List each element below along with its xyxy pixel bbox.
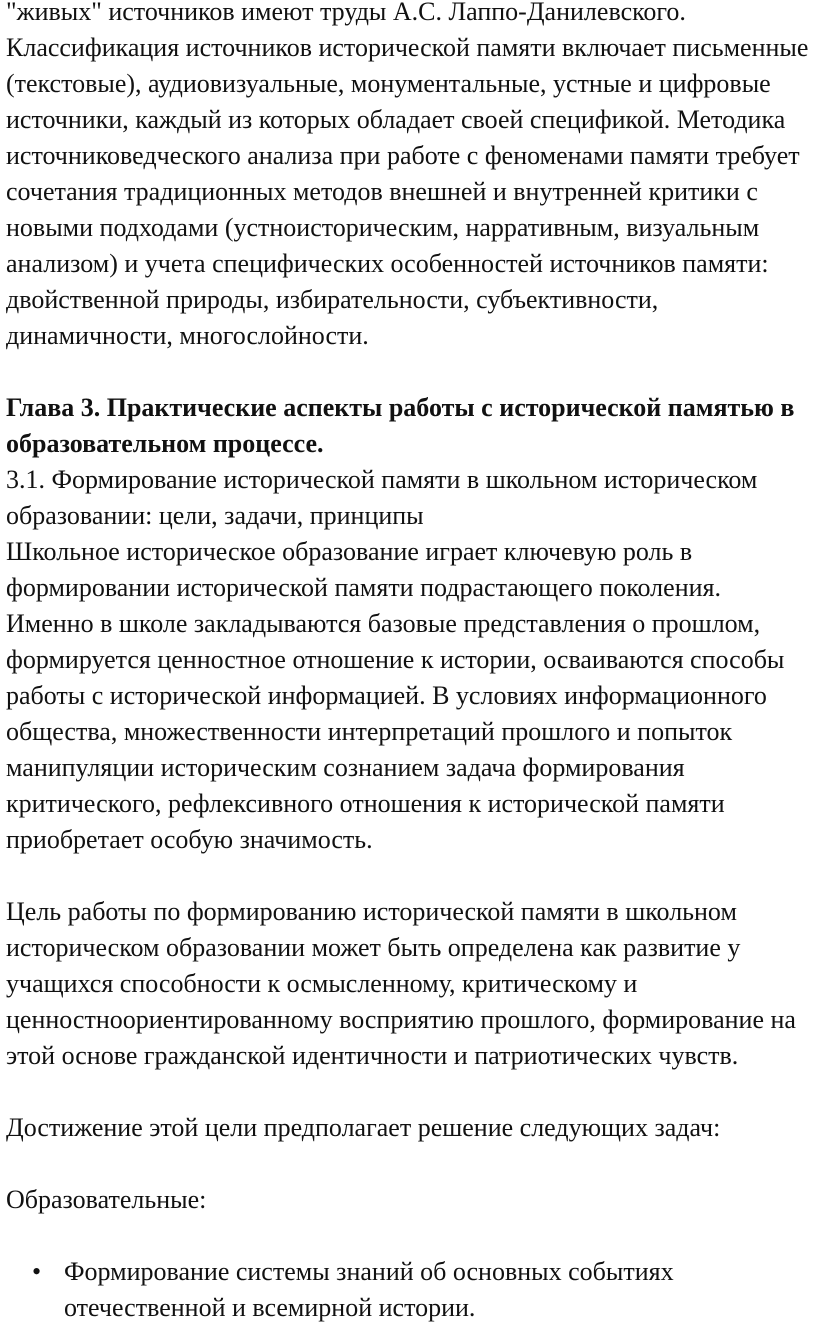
- document-page: [6, 0, 812, 1326]
- bullet-icon: •: [32, 1257, 42, 1286]
- paragraph-goal: Цель работы по формированию исторической памяти в школьном историческом образовании может быть определена как развитие у учащихся способности к осмысленному, критическому и ценностноориентированному восприятию прошлого, формирование на этой основе гражданской идентичности и патриотических чувств.: [6, 897, 796, 1070]
- paragraph-intro: "живых" источников имеют труды А.С. Лаппо-Данилевского. Классификация источников исторической памяти включает письменные (текстовые), аудиовизуальные, монументальные, устные и цифровые источники, каждый из которых обладает своей спецификой. Методика источниковедческого анализа при работе с феноменами памяти требует сочетания традиционных методов внешней и внутренней критики с новыми подходами (устноисторическим, нарративным, визуальным анализом) и учета специфических особенностей источников памяти: двойственной природы, избирательности, субъективности, динамичности, многослойности.: [6, 0, 809, 350]
- subheading-educational: Образовательные:: [6, 1185, 207, 1214]
- paragraph-gap: [6, 1218, 812, 1254]
- list-item: [6, 1254, 812, 1326]
- paragraph-gap: [6, 354, 812, 390]
- section-title: 3.1. Формирование исторической памяти в школьном историческом образовании: цели, задачи, принципы: [6, 465, 758, 530]
- paragraph-gap: [6, 858, 812, 894]
- paragraph-role: Школьное историческое образование играет ключевую роль в формировании исторической памяти подрастающего поколения. Именно в школе закладываются базовые представления о прошлом, формируется ценностное отношение к истории, осваиваются способы работы с исторической информацией. В условиях информационного общества, множественности интерпретаций прошлого и попыток манипуляции историческим сознанием задача формирования критического, рефлексивного отношения к исторической памяти приобретает особую значимость.: [6, 537, 785, 854]
- paragraph-tasks: Достижение этой цели предполагает решение следующих задач:: [6, 1113, 721, 1142]
- paragraph-gap: [6, 1074, 812, 1110]
- list-item-text: Формирование системы знаний об основных событиях отечественной и всемирной истории.: [64, 1257, 674, 1322]
- paragraph-gap: [6, 1146, 812, 1182]
- chapter-heading: Глава 3. Практические аспекты работы с исторической памятью в образовательном процессе.: [6, 393, 795, 458]
- task-list: [6, 1254, 812, 1326]
